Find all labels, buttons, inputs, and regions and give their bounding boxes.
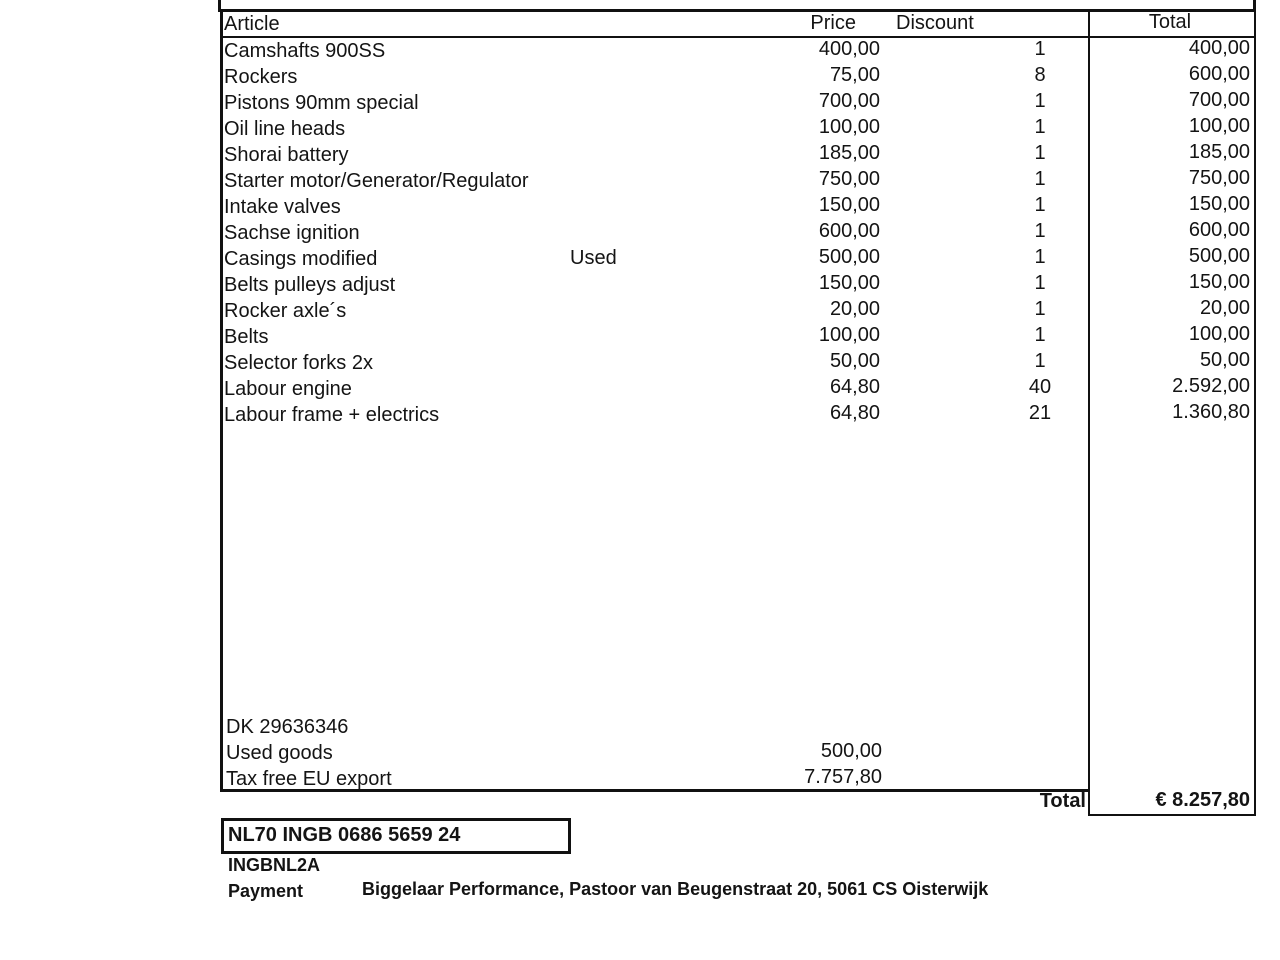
header-discount: Discount bbox=[896, 12, 974, 34]
total-value: 185,00 bbox=[1188, 141, 1250, 163]
payment-address: Biggelaar Performance, Pastoor van Beugenstraat 20, 5061 CS Oisterwijk bbox=[362, 879, 989, 899]
total-value: 1.360,80 bbox=[1172, 401, 1250, 423]
price-value: 185,00 bbox=[818, 142, 880, 164]
discount-value: 8 bbox=[1034, 64, 1046, 86]
total-value: 100,00 bbox=[1188, 323, 1250, 345]
payment-label: Payment bbox=[228, 881, 304, 901]
used-goods-label: Used goods bbox=[226, 742, 333, 764]
total-value: 2.592,00 bbox=[1172, 375, 1250, 397]
price-value: 600,00 bbox=[818, 220, 880, 242]
article-name: Pistons 90mm special bbox=[224, 92, 419, 114]
article-name: Intake valves bbox=[224, 196, 341, 218]
header-underline bbox=[220, 36, 1256, 38]
price-value: 100,00 bbox=[818, 116, 880, 138]
invoice-table-frame bbox=[220, 10, 1090, 792]
price-value: 150,00 bbox=[818, 194, 880, 216]
grand-total-value: € 8.257,80 bbox=[1155, 789, 1250, 811]
total-value: 150,00 bbox=[1188, 271, 1250, 293]
article-name: Camshafts 900SS bbox=[224, 40, 386, 62]
discount-value: 1 bbox=[1034, 272, 1046, 294]
article-name: Rockers bbox=[224, 66, 298, 88]
discount-value: 1 bbox=[1034, 142, 1046, 164]
discount-value: 21 bbox=[1028, 402, 1052, 424]
price-value: 400,00 bbox=[818, 38, 880, 60]
article-name: Shorai battery bbox=[224, 144, 349, 166]
price-value: 100,00 bbox=[818, 324, 880, 346]
total-value: 400,00 bbox=[1188, 37, 1250, 59]
tax-free-value: 7.757,80 bbox=[804, 766, 882, 788]
total-value: 20,00 bbox=[1199, 297, 1250, 319]
discount-value: 1 bbox=[1034, 246, 1046, 268]
header-total: Total bbox=[1148, 11, 1192, 33]
discount-value: 1 bbox=[1034, 90, 1046, 112]
total-value: 500,00 bbox=[1188, 245, 1250, 267]
total-value: 600,00 bbox=[1188, 63, 1250, 85]
header-price: Price bbox=[810, 12, 856, 34]
total-value: 600,00 bbox=[1188, 219, 1250, 241]
discount-value: 1 bbox=[1034, 116, 1046, 138]
price-value: 150,00 bbox=[818, 272, 880, 294]
article-name: Selector forks 2x bbox=[224, 352, 373, 374]
total-value: 50,00 bbox=[1199, 349, 1250, 371]
article-name: Sachse ignition bbox=[224, 222, 360, 244]
price-value: 75,00 bbox=[829, 64, 880, 86]
bic-code: INGBNL2A bbox=[228, 855, 321, 875]
discount-value: 1 bbox=[1034, 324, 1046, 346]
price-value: 750,00 bbox=[818, 168, 880, 190]
price-value: 500,00 bbox=[818, 246, 880, 268]
article-name: Belts pulleys adjust bbox=[224, 274, 396, 296]
total-value: 150,00 bbox=[1188, 193, 1250, 215]
header-article: Article bbox=[224, 13, 280, 35]
article-name: Labour frame + electrics bbox=[224, 404, 440, 426]
discount-value: 1 bbox=[1034, 38, 1046, 60]
discount-value: 1 bbox=[1034, 168, 1046, 190]
price-value: 20,00 bbox=[829, 298, 880, 320]
article-name: Belts bbox=[224, 326, 269, 348]
article-name: Rocker axle´s bbox=[224, 300, 347, 322]
discount-value: 1 bbox=[1034, 220, 1046, 242]
discount-value: 1 bbox=[1034, 194, 1046, 216]
used-goods-value: 500,00 bbox=[820, 740, 882, 762]
discount-value: 1 bbox=[1034, 350, 1046, 372]
total-value: 700,00 bbox=[1188, 89, 1250, 111]
discount-value: 1 bbox=[1034, 298, 1046, 320]
price-value: 50,00 bbox=[829, 350, 880, 372]
iban-number: NL70 INGB 0686 5659 24 bbox=[228, 824, 461, 846]
grand-total-label: Total bbox=[1039, 790, 1086, 812]
vat-number: DK 29636346 bbox=[226, 716, 349, 738]
price-value: 64,80 bbox=[829, 402, 880, 424]
article-name: Casings modified bbox=[224, 248, 378, 270]
price-value: 64,80 bbox=[829, 376, 880, 398]
total-value: 750,00 bbox=[1188, 167, 1250, 189]
article-name: Oil line heads bbox=[224, 118, 346, 140]
article-name: Labour engine bbox=[224, 378, 352, 400]
article-note: Used bbox=[570, 247, 617, 269]
price-value: 700,00 bbox=[818, 90, 880, 112]
article-name: Starter motor/Generator/Regulator bbox=[224, 170, 529, 192]
discount-value: 40 bbox=[1028, 376, 1052, 398]
tax-free-label: Tax free EU export bbox=[226, 768, 392, 790]
total-value: 100,00 bbox=[1188, 115, 1250, 137]
